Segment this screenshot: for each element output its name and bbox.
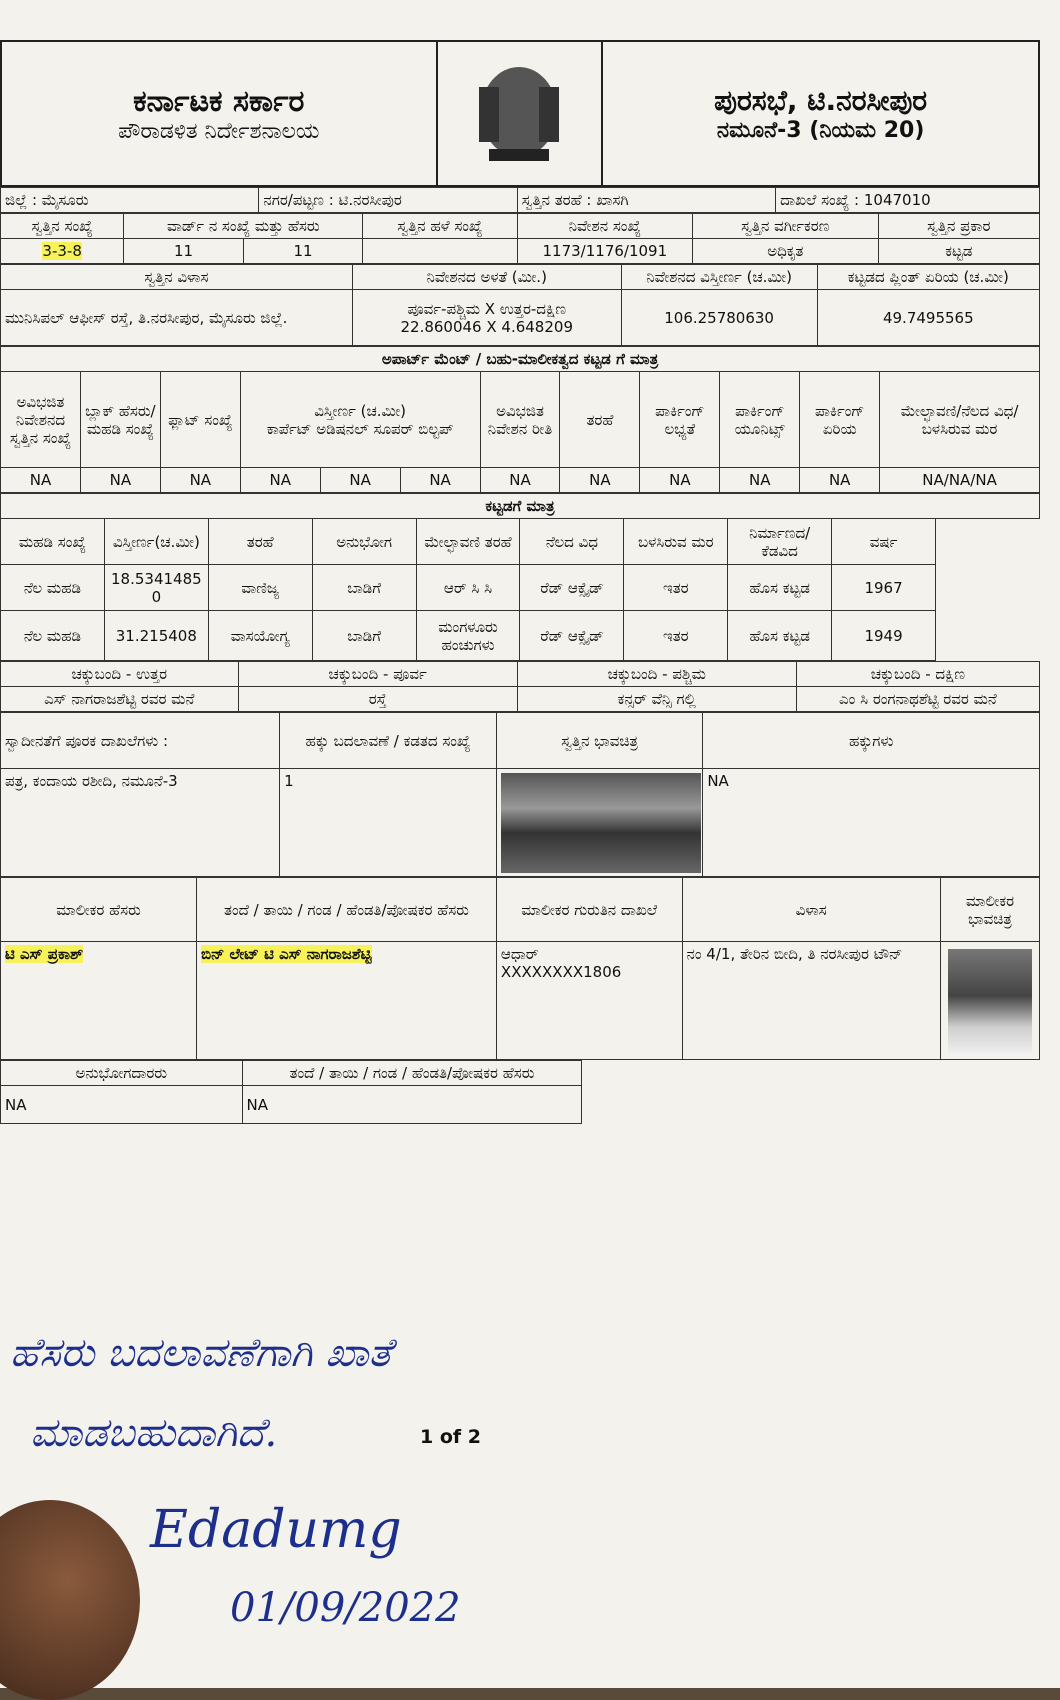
owner-table (0, 877, 1040, 1060)
bld-h-floor: ಮಹಡಿ ಸಂಖ್ಯೆ (1, 519, 105, 565)
apt-h3: ಫ್ಲಾಟ್ ಸಂಖ್ಯೆ (160, 372, 240, 468)
apt-h9: ಪಾರ್ಕಿಂಗ್ ಲಭ್ಯತೆ (640, 372, 720, 468)
apt-value: NA (80, 468, 160, 493)
owner-id-label: ಮಾಲೀಕರ ಗುರುತಿನ ದಾಖಲೆ (496, 878, 682, 942)
owner-name-value: ಟಿ ಎಸ್ ಪ್ರಕಾಶ್ (5, 945, 84, 963)
owner-relation-label: ತಂದೆ / ತಾಯಿ / ಗಂಡ / ಹೆಂಡತಿ/ಪೋಷಕರ ಹೆಸರು (197, 878, 497, 942)
town-label: ನಗರ/ಪಟ್ಟಣ : (263, 191, 334, 209)
bld-cell: ರೆಡ್ ಆಕ್ಸೈಡ್ (520, 611, 624, 661)
municipality-block (602, 41, 1039, 186)
boundary-south-value: ಎಂ ಸಿ ರಂಗನಾಥಶೆಟ್ಟಿ ರವರ ಮನೆ (796, 687, 1039, 712)
ward-name-value: 11 (243, 239, 362, 264)
address-label: ಸ್ವತ್ತಿನ ವಿಳಾಸ (1, 265, 353, 290)
site-area-label: ನಿವೇಶನದ ವಿಸ್ತೀರ್ಣ (ಚ.ಮೀ) (621, 265, 817, 290)
emblem-cell (437, 41, 603, 186)
plinth-area-value: 49.7495565 (817, 290, 1039, 346)
apt-value: NA (480, 468, 560, 493)
apt-h12: ಮೇಲ್ಛಾವಣಿ/ನೆಲದ ವಿಧ/ಬಳಸಿರುವ ಮರ (880, 372, 1040, 468)
property-kind-label: ಸ್ವತ್ತಿನ ಪ್ರಕಾರ (878, 214, 1039, 239)
boundary-west-value: ಕನ್ಸರ್ ವೆನ್ಸಿ ಗಲ್ಲಿ (517, 687, 796, 712)
property-record-form (0, 40, 1040, 1240)
owner-address-value: ನಂ 4/1, ತೇರಿನ ಬೀದಿ, ತಿ ನರಸೀಪುರ ಟೌನ್ (682, 942, 940, 1060)
plinth-area-label: ಕಟ್ಟಡದ ಪ್ಲಿಂತ್ ಏರಿಯ (ಚ.ಮೀ) (817, 265, 1039, 290)
owner-id-number: XXXXXXXX1806 (500, 963, 622, 981)
form-number: ನಮೂನೆ-3 (ನಿಯಮ 20) (716, 118, 925, 143)
occupant-table (0, 1060, 582, 1124)
issuer-block (1, 41, 437, 186)
bld-cell: ರೆಡ್ ಆಕ್ಸೈಡ್ (520, 565, 624, 611)
dimension-label: ನಿವೇಶನದ ಅಳತೆ (ಮೀ.) (352, 265, 621, 290)
documents-table (0, 712, 1040, 877)
apt-value: NA (240, 468, 320, 493)
property-old-number-value (363, 239, 517, 264)
address-dimension-table (0, 264, 1040, 346)
occupant-relation-label: ತಂದೆ / ತಾಯಿ / ಗಂಡ / ಹೆಂಡತಿ/ಪೋಷಕರ ಹೆಸರು (242, 1061, 582, 1086)
bld-cell: ವಾಸಯೋಗ್ಯ (208, 611, 312, 661)
dimension-sub-label: ಪೂರ್ವ-ಪಶ್ಚಿಮ X ಉತ್ತರ-ದಕ್ಷಿಣ (407, 299, 566, 318)
apt-h2: ಬ್ಲಾಕ್ ಹೆಸರು/ ಮಹಡಿ ಸಂಖ್ಯೆ (80, 372, 160, 468)
district-value: ಮೈಸೂರು (41, 191, 89, 209)
apt-value: NA (800, 468, 880, 493)
record-number-label: ದಾಖಲೆ ಸಂಖ್ಯೆ : (780, 191, 860, 209)
bld-cell: ಆರ್ ಸಿ ಸಿ (416, 565, 520, 611)
boundary-north-value: ಎಸ್ ನಾಗರಾಜಶೆಟ್ಟಿ ರವರ ಮನೆ (1, 687, 239, 712)
apt-additional: ಅಡಿಷನಲ್ (316, 419, 369, 438)
documents-label: ಸ್ವಾದೀನತೆಗೆ ಪೂರಕ ದಾಖಲೆಗಳು : (1, 713, 280, 769)
apartment-section-title: ಅಪಾರ್ಟ್ ಮೆಂಟ್ / ಬಹು-ಮಾಲೀಕತ್ವದ ಕಟ್ಟಡ ಗೆ ಮಾತ್ರ (1, 347, 1040, 372)
documents-value: ಪತ್ರ, ಕಂದಾಯ ರಶೀದಿ, ನಮೂನೆ-3 (1, 769, 280, 877)
owner-name-label: ಮಾಲೀಕರ ಹೆಸರು (1, 878, 197, 942)
property-kind-value: ಕಟ್ಟಡ (878, 239, 1039, 264)
classification-value: ಅಧಿಕೃತ (692, 239, 878, 264)
address-value: ಮುನಿಸಿಪಲ್ ಆಫೀಸ್ ರಸ್ತೆ, ತಿ.ನರಸೀಪುರ, ಮೈಸೂರು ಜಿಲ್ಲೆ. (1, 290, 353, 346)
state-emblem-icon (459, 57, 579, 167)
bld-cell: 18.53414850 (104, 565, 208, 611)
bld-cell: ಇತರ (624, 611, 728, 661)
record-number-value: 1047010 (863, 191, 931, 209)
property-number-label: ಸ್ವತ್ತಿನ ಸಂಖ್ಯೆ (1, 214, 124, 239)
bld-h-usage: ಅನುಭೋಗ (312, 519, 416, 565)
apt-value: NA (560, 468, 640, 493)
boundary-south-label: ಚಕ್ಕುಬಂದಿ - ದಕ್ಷಿಣ (796, 662, 1039, 687)
owner-relation-value: ಬಿನ್ ಲೇಟ್ ಟಿ ಎಸ್ ನಾಗರಾಜಶೆಟ್ಟಿ (201, 945, 372, 963)
apt-h7: ಅವಿಭಜಿತ ನಿವೇಶನ ರೀತಿ (480, 372, 560, 468)
apt-super: ಸೂಪರ್ ಬಿಲ್ಟಪ್ (373, 419, 454, 438)
town-value: ಟಿ.ನರಸೀಪುರ (338, 191, 402, 209)
location-row (0, 187, 1040, 213)
table-row: ನೆಲ ಮಹಡಿ (1, 565, 105, 611)
bld-cell: ಹೊಸ ಕಟ್ಟಡ (728, 565, 832, 611)
municipality-title: ಪುರಸಭೆ, ಟಿ.ನರಸೀಪುರ (714, 84, 928, 117)
district-label: ಜಿಲ್ಲೆ : (5, 191, 38, 209)
bld-cell: ವಾಣಿಜ್ಯ (208, 565, 312, 611)
property-type-label: ಸ್ವತ್ತಿನ ತರಹೆ : (521, 191, 592, 209)
owner-photo-label: ಮಾಲೀಕರ ಭಾವಚಿತ್ರ (940, 878, 1039, 942)
apt-area-label: ವಿಸ್ತೀರ್ಣ (ಚ.ಮೀ) (314, 401, 407, 420)
apartment-table (0, 346, 1040, 493)
occupant-label: ಅನುಭೋಗದಾರರು (1, 1061, 243, 1086)
apt-value: NA (400, 468, 480, 493)
apt-h1: ಅವಿಭಜಿತ ನಿವೇಶನದ ಸ್ವತ್ತಿನ ಸಂಖ್ಯೆ (1, 372, 81, 468)
bld-h-construction: ನಿರ್ಮಾಣದ/ ಕೆಡವಿದ (728, 519, 832, 565)
ward-number-value: 11 (124, 239, 243, 264)
apt-carpet: ಕಾರ್ಪೆಟ್ (266, 419, 312, 438)
apt-value: NA (160, 468, 240, 493)
directorate-title: ಪೌರಾಡಳಿತ ನಿರ್ದೇಶನಾಲಯ (118, 118, 320, 144)
site-area-value: 106.25780630 (621, 290, 817, 346)
apt-value: NA (640, 468, 720, 493)
handwritten-signature: Edadumg (150, 1500, 402, 1560)
building-table (0, 493, 1040, 661)
boundary-north-label: ಚಕ್ಕುಬಂದಿ - ಉತ್ತರ (1, 662, 239, 687)
handwritten-note-line1: ಹೆಸರು ಬದಲಾವಣೆಗಾಗಿ ಖಾತೆ (10, 1330, 392, 1376)
rights-change-label: ಹಕ್ಕು ಬದಲಾವಣೆ / ಕಡತದ ಸಂಖ್ಯೆ (280, 713, 497, 769)
building-section-title: ಕಟ್ಟಡಗೆ ಮಾತ್ರ (1, 494, 1040, 519)
property-photo (501, 773, 701, 873)
bld-cell: 1949 (832, 611, 936, 661)
boundary-east-value: ರಸ್ತೆ (238, 687, 517, 712)
bld-cell: 1967 (832, 565, 936, 611)
boundary-west-label: ಚಕ್ಕುಬಂದಿ - ಪಶ್ಚಿಮ (517, 662, 796, 687)
property-id-table (0, 213, 1040, 264)
apt-h8: ತರಹೆ (560, 372, 640, 468)
handwritten-date: 01/09/2022 (230, 1585, 461, 1631)
bld-h-roof: ಮೇಲ್ಛಾವಣಿ ತರಹೆ (416, 519, 520, 565)
bld-h-type: ತರಹೆ (208, 519, 312, 565)
government-title: ಕರ್ನಾಟಕ ಸರ್ಕಾರ (133, 83, 305, 119)
apt-value: NA (1, 468, 81, 493)
survey-number-label: ನಿವೇಶನ ಸಂಖ್ಯೆ (517, 214, 692, 239)
classification-label: ಸ್ವತ್ತಿನ ವರ್ಗೀಕರಣ (692, 214, 878, 239)
ward-label: ವಾರ್ಡ್ ನ ಸಂಖ್ಯೆ ಮತ್ತು ಹೆಸರು (124, 214, 363, 239)
boundary-table (0, 661, 1040, 712)
owner-photo (948, 949, 1032, 1053)
rights-value: NA (703, 769, 1040, 877)
survey-number-value: 1173/1176/1091 (517, 239, 692, 264)
apt-value: NA/NA/NA (880, 468, 1040, 493)
apt-value: NA (320, 468, 400, 493)
bld-cell: 31.215408 (104, 611, 208, 661)
owner-address-label: ವಿಳಾಸ (682, 878, 940, 942)
bld-cell: ಬಾಡಿಗೆ (312, 565, 416, 611)
property-photo-label: ಸ್ವತ್ತಿನ ಭಾವಚಿತ್ರ (496, 713, 702, 769)
page-number: 1 of 2 (420, 1426, 481, 1448)
bld-h-floor-type: ನೆಲದ ವಿಧ (520, 519, 624, 565)
bld-h-year: ವರ್ಷ (832, 519, 936, 565)
occupant-relation-value: NA (242, 1086, 582, 1124)
bld-cell: ಮಂಗಳೂರು ಹಂಚುಗಳು (416, 611, 520, 661)
owner-id-type: ಆಧಾರ್ (500, 945, 539, 963)
property-type-value: ಖಾಸಗಿ (596, 191, 629, 209)
bld-cell: ಬಾಡಿಗೆ (312, 611, 416, 661)
apt-h10: ಪಾರ್ಕಿಂಗ್ ಯೂನಿಟ್ಸ್ (720, 372, 800, 468)
dimension-value: 22.860046 X 4.648209 (400, 317, 573, 336)
bld-cell: ಇತರ (624, 565, 728, 611)
occupant-value: NA (1, 1086, 243, 1124)
property-old-number-label: ಸ್ವತ್ತಿನ ಹಳೆ ಸಂಖ್ಯೆ (363, 214, 517, 239)
rights-change-value: 1 (280, 769, 497, 877)
handwritten-note-line2: ಮಾಡಬಹುದಾಗಿದೆ. (30, 1410, 278, 1456)
property-number-value: 3-3-8 (42, 242, 82, 260)
bld-h-area: ವಿಸ್ತೀರ್ಣ(ಚ.ಮೀ) (104, 519, 208, 565)
table-row: ನೆಲ ಮಹಡಿ (1, 611, 105, 661)
thumb (0, 1500, 140, 1700)
boundary-east-label: ಚಕ್ಕುಬಂದಿ - ಪೂರ್ವ (238, 662, 517, 687)
apt-h11: ಪಾರ್ಕಿಂಗ್ ಏರಿಯ (800, 372, 880, 468)
apt-value: NA (720, 468, 800, 493)
bld-h-wood: ಬಳಸಿರುವ ಮರ (624, 519, 728, 565)
rights-label: ಹಕ್ಕುಗಳು (703, 713, 1040, 769)
bld-cell: ಹೊಸ ಕಟ್ಟಡ (728, 611, 832, 661)
form-header (0, 40, 1040, 187)
